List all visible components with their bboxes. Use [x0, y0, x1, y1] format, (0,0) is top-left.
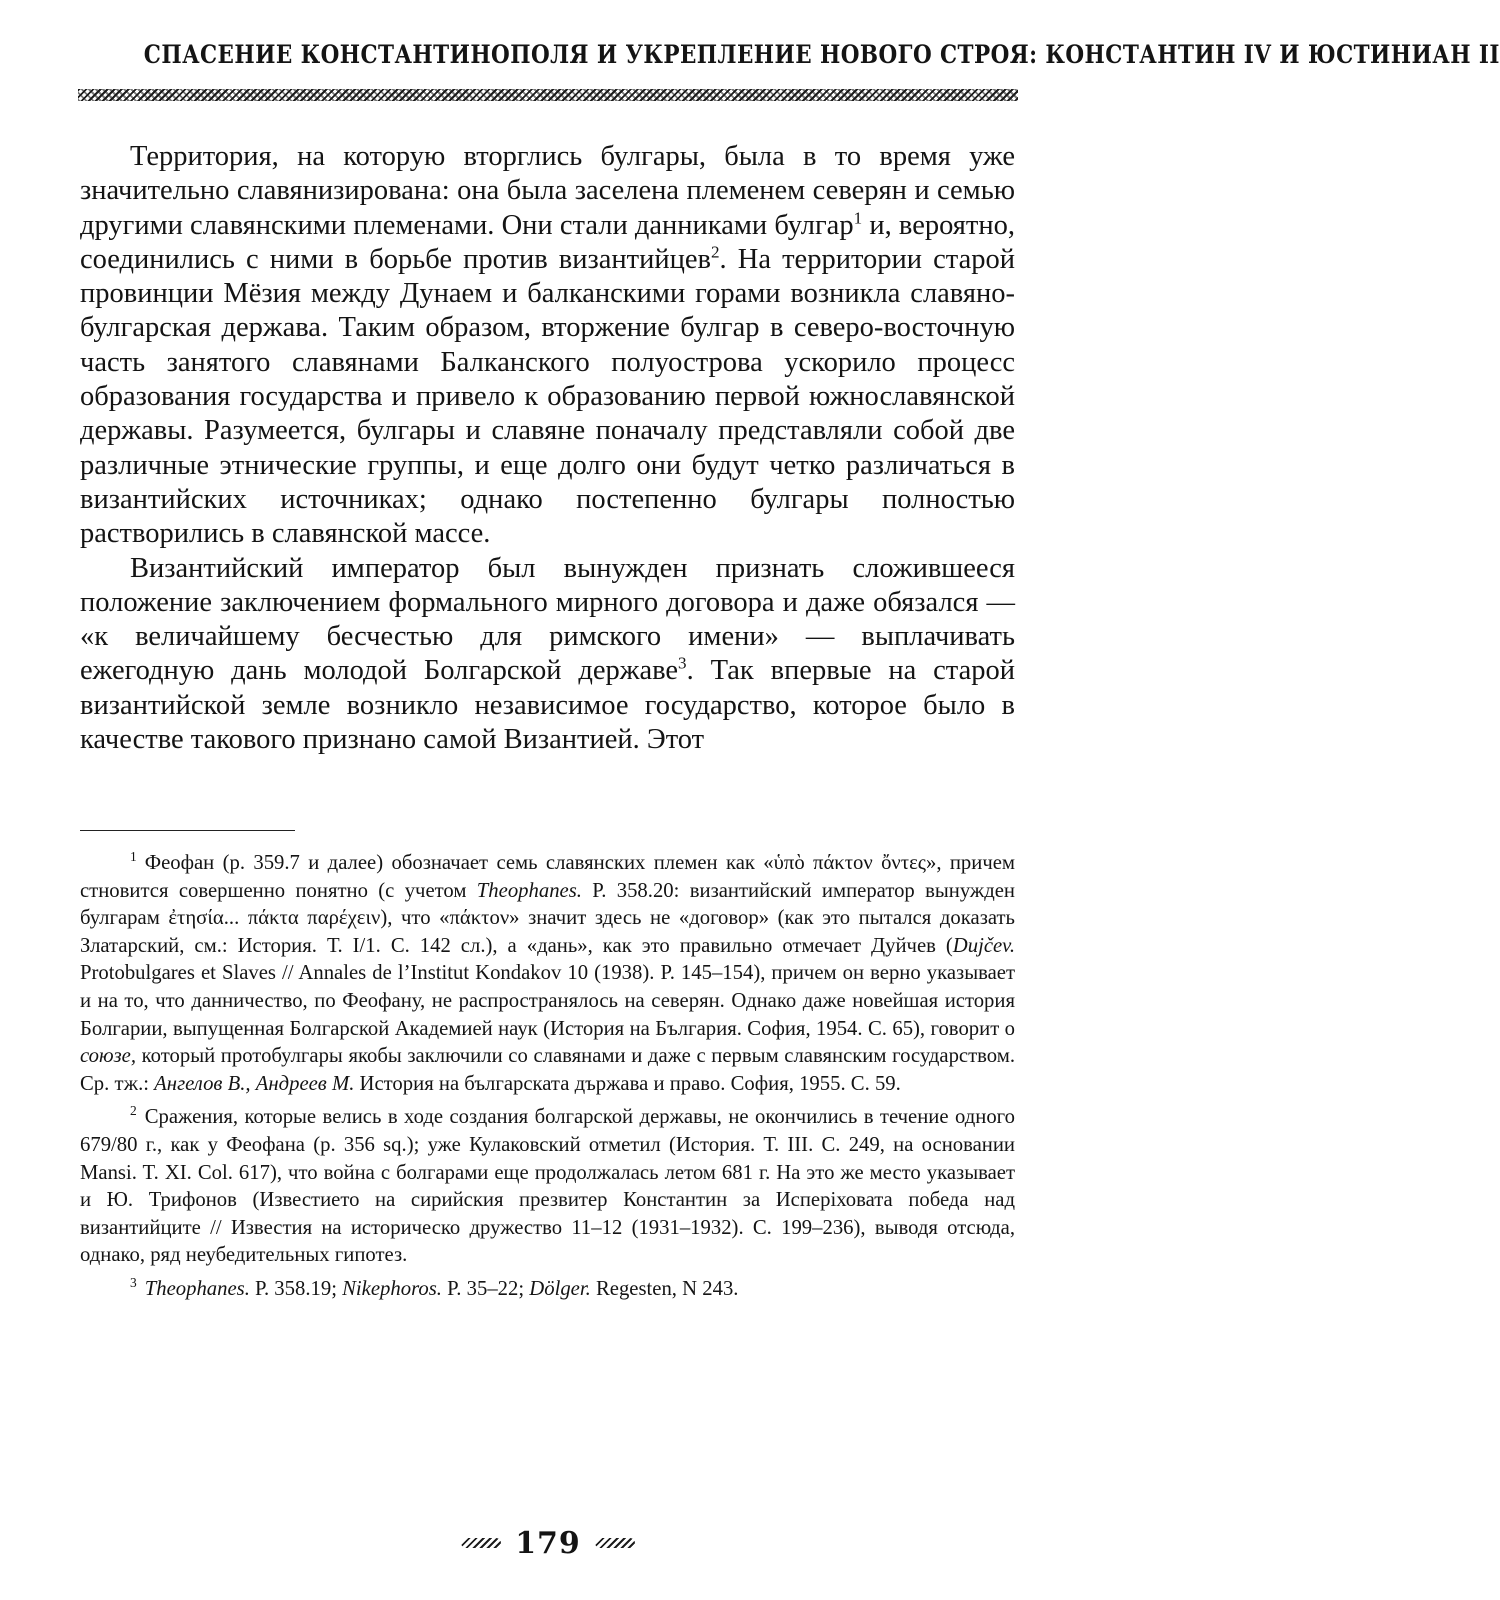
main-text	[80, 140, 1015, 757]
footnote-3-part-b: Р. 358.19;	[249, 1277, 343, 1300]
footnote-2-number: 2	[130, 1103, 137, 1119]
footnote-3-number: 3	[130, 1275, 137, 1291]
paragraph-1-part-2: и, вероятно, соединились с ними в борьбе против византийцев	[80, 209, 1015, 275]
paragraph-1-part-3: . На территории старой провинции Мёзия между Дунаем и балканскими горами возникла славяно-булгарская держава. Таким образом, вторжение булгар в северо-восточную часть занятого славянами Балканского полуострова ускорило процесс образования государства и привело к образованию первой южнославянской державы. Разумеется, булгары и славяне поначалу представляли собой две различные этнические группы, и еще долго они будут четко различаться в византийских источниках; однако постепенно булгары полностью растворились в славянской массе.	[80, 243, 1015, 550]
footnote-1-part-e: Protobulgares et Slaves // Annales de l’Institut Kondakov 10 (1938). P. 145–154), причем он верно указывает и на то, что данничество, по Феофану, не распространялось на северян. Однако даже новейшая история Болгарии, выпущенная Болгарской Академией наук (История на България. София, 1954. С. 65), говорит о	[80, 962, 1015, 1040]
footnote-1-part-h: Ангелов В., Андреев М.	[154, 1072, 355, 1095]
footnote-3-part-c: Nikephoros.	[342, 1277, 442, 1300]
footnote-rule	[80, 830, 295, 831]
footnote-2	[80, 1104, 1015, 1270]
footnote-ref-3: 3	[678, 653, 687, 673]
paragraph-2	[80, 552, 1015, 758]
paragraph-1-part-1: Территория, на которую вторглись булгары, была в то время уже значительно славянизирована: она была заселена племенем северян и семью другими славянскими племенами. Они стали данниками булгар	[80, 141, 1015, 241]
folio-ornament-right	[595, 1538, 635, 1548]
paragraph-2-part-1: Византийский император был вынужден признать сложившееся положение заключением формального мирного договора и даже обязался — «к величайшему бесчестью для римского имени» — выплачивать ежегодную дань молодой Болгарской державе	[80, 552, 1015, 687]
footnote-1-part-c: Р. 358.20: византийский император вынужден булгарам ἐτησία... πάκτα παρέχειν), что «πάκτον» значит здесь не «договор» (как это пытался доказать Златарский, см.: История. Т. I/1. С. 142 сл.), а «дань», как это правильно отмечает Дуйчев (	[80, 879, 1016, 957]
paragraph-2-part-2: . Так впервые на старой византийской земле возникло независимое государство, которое было в качестве такового признано самой Византией. Этот	[80, 655, 1015, 756]
page-footer	[448, 1523, 648, 1563]
footnote-1-part-g: который протобулгары якобы заключили со славянами и даже с первым славянским государством. Ср. тж.:	[80, 1045, 1015, 1095]
footnote-3	[80, 1276, 1015, 1304]
footnote-2-text: Сражения, которые велись в ходе создания болгарской державы, не окончились в течение одного 679/80 г., как у Феофана (р. 356 sq.); уже Кулаковский отметил (История. Т. III. С. 249, на основании Mansi. T. XI. Col. 617), что война с болгарами еще продолжалась летом 681 г. На это же место указывает и Ю. Трифонов (Известието на сирийския презвитер Константин за Исперiховата победа над византийците // Известия на историческо дружество 11–12 (1931–1932). С. 199–236), выводя отсюда, однако, ряд неубедительных гипотез.	[80, 1106, 1015, 1267]
footnotes	[80, 850, 1015, 1310]
header-ornament	[78, 89, 1018, 101]
footnote-1-part-d: Dujčev.	[952, 934, 1015, 957]
footnote-1-part-i: История на българската държава и право. София, 1955. С. 59.	[354, 1072, 901, 1095]
footnote-1-part-f: союзе,	[80, 1045, 137, 1068]
footnote-1	[80, 850, 1015, 1098]
page-number: 179	[515, 1525, 581, 1561]
footnote-3-part-a: Theophanes.	[144, 1277, 250, 1300]
footnote-3-part-f: Regesten, N 243.	[590, 1277, 739, 1300]
footnote-1-part-b: Theophanes.	[476, 879, 582, 902]
folio-ornament-left	[461, 1538, 501, 1548]
footnote-3-part-d: P. 35–22;	[441, 1277, 530, 1300]
footnote-ref-2: 2	[710, 242, 720, 262]
paragraph-1	[80, 140, 1015, 552]
running-head: СПАСЕНИЕ КОНСТАНТИНОПОЛЯ И УКРЕПЛЕНИЕ НОВОГО СТРОЯ: КОНСТАНТИН IV И ЮСТИНИАН II	[143, 40, 1500, 69]
footnote-1-number: 1	[130, 849, 137, 865]
footnote-1-part-a: Феофан (р. 359.7 и далее) обозначает семь славянских племен как «ὑπὸ πάκτον ὄντες», причем стновится совершенно понятно (с учетом	[80, 852, 1015, 902]
footnote-3-part-e: Dölger.	[529, 1277, 591, 1300]
footnote-ref-1: 1	[853, 208, 863, 228]
